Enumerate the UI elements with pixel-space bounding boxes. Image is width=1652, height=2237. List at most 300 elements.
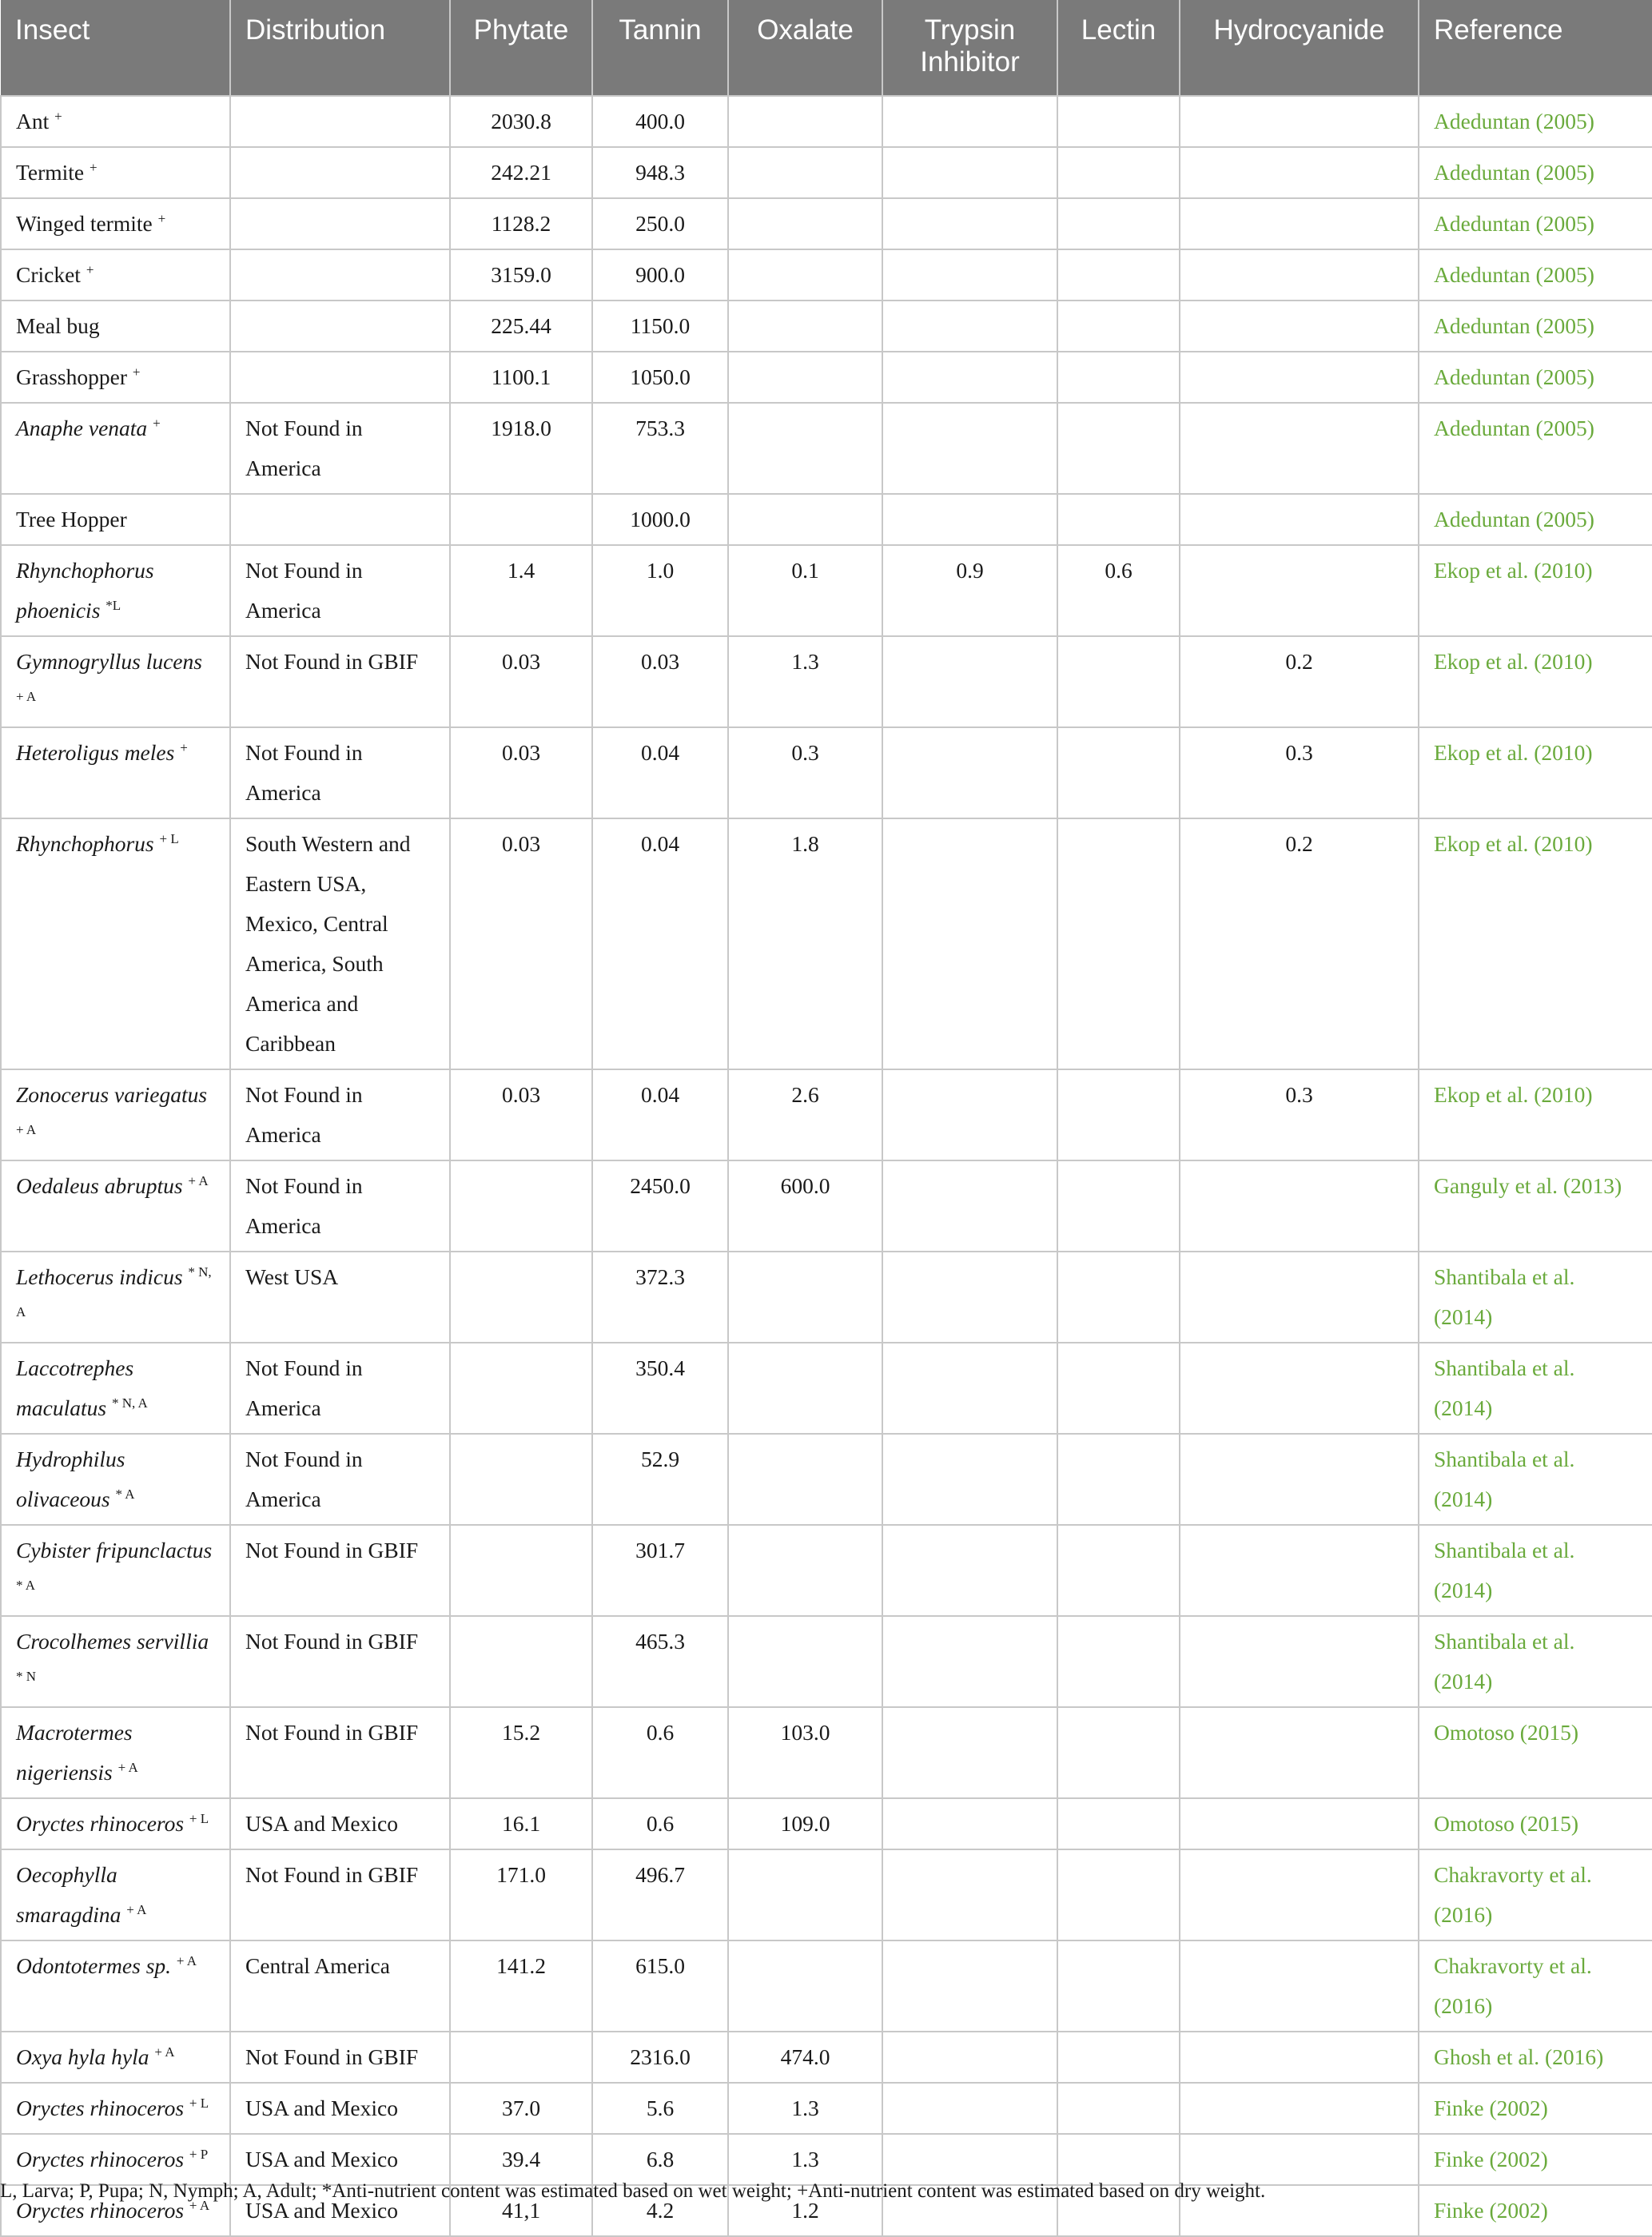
cell-lectin [1057,727,1180,818]
table-row [1,1616,1652,1707]
insect-footnote-mark: + A [16,689,37,704]
cell-phytate: 2030.8 [450,96,592,147]
cell-trypsin-inhibitor [882,1849,1057,1940]
cell-insect [1,1940,230,2032]
cell-reference-link[interactable]: Finke (2002) [1419,2185,1652,2236]
cell-lectin [1057,636,1180,727]
cell-phytate: 0.03 [450,636,592,727]
table-row [1,249,1652,301]
cell-tannin: 301.7 [592,1525,728,1616]
cell-reference-link[interactable]: Omotoso (2015) [1419,1798,1652,1849]
cell-trypsin-inhibitor [882,301,1057,352]
insect-name: Zonocerus variegatus [16,1082,208,1107]
cell-lectin [1057,2083,1180,2134]
col-header-trypsin-line2: Inhibitor [920,46,1020,78]
insect-footnote-mark: + A [154,2044,175,2060]
cell-lectin [1057,1616,1180,1707]
cell-trypsin-inhibitor [882,1525,1057,1616]
cell-distribution: Not Found in GBIF [230,1616,450,1707]
cell-tannin: 0.03 [592,636,728,727]
cell-phytate [450,2032,592,2083]
cell-trypsin-inhibitor [882,818,1057,1069]
cell-hydrocyanide [1180,1343,1419,1434]
cell-phytate: 0.03 [450,727,592,818]
insect-name: Grasshopper [16,364,127,389]
cell-oxalate: 1.8 [728,818,882,1069]
cell-hydrocyanide [1180,198,1419,249]
cell-reference-link[interactable]: Ekop et al. (2010) [1419,818,1652,1069]
insect-footnote-mark: + A [188,1173,209,1188]
cell-distribution [230,249,450,301]
cell-distribution: Not Found in America [230,403,450,494]
table-row [1,727,1652,818]
cell-tannin: 350.4 [592,1343,728,1434]
cell-insect [1,1252,230,1343]
cell-insect [1,2083,230,2134]
cell-tannin: 753.3 [592,403,728,494]
cell-oxalate [728,1252,882,1343]
cell-phytate: 141.2 [450,1940,592,2032]
cell-trypsin-inhibitor [882,636,1057,727]
table-row [1,2032,1652,2083]
cell-trypsin-inhibitor [882,96,1057,147]
cell-insect [1,147,230,198]
cell-hydrocyanide: 0.3 [1180,1069,1419,1160]
cell-hydrocyanide [1180,1434,1419,1525]
cell-distribution: Not Found in America [230,1160,450,1252]
cell-distribution [230,352,450,403]
insect-name: Tree Hopper [16,507,127,531]
cell-phytate: 0.03 [450,1069,592,1160]
table-row [1,494,1652,545]
cell-distribution: South Western and Eastern USA, Mexico, Central America, South America and Caribbean [230,818,450,1069]
cell-tannin: 900.0 [592,249,728,301]
col-header-phytate: Phytate [450,0,592,96]
cell-tannin: 52.9 [592,1434,728,1525]
cell-lectin [1057,1798,1180,1849]
cell-tannin: 400.0 [592,96,728,147]
cell-oxalate [728,198,882,249]
table-row [1,147,1652,198]
cell-reference-link[interactable]: Ekop et al. (2010) [1419,1069,1652,1160]
cell-distribution: USA and Mexico [230,2083,450,2134]
cell-distribution: Not Found in America [230,1069,450,1160]
insect-footnote-mark: + L [159,831,179,846]
cell-phytate [450,1252,592,1343]
insect-name: Ant [16,109,50,133]
cell-trypsin-inhibitor [882,1707,1057,1798]
cell-distribution [230,96,450,147]
insect-name: Crocolhemes servillia [16,1629,209,1654]
insect-name: Odontotermes sp. [16,1953,172,1978]
cell-oxalate: 0.3 [728,727,882,818]
cell-oxalate: 103.0 [728,1707,882,1798]
col-header-tannin: Tannin [592,0,728,96]
cell-insect [1,2032,230,2083]
cell-tannin: 615.0 [592,1940,728,2032]
insect-name: Hydrophilus olivaceous [16,1447,125,1511]
cell-phytate: 0.03 [450,818,592,1069]
cell-oxalate [728,1434,882,1525]
cell-hydrocyanide [1180,1707,1419,1798]
cell-phytate: 242.21 [450,147,592,198]
insect-footnote-mark: + A [16,1122,37,1137]
cell-phytate [450,1434,592,1525]
cell-trypsin-inhibitor [882,1940,1057,2032]
cell-tannin: 1150.0 [592,301,728,352]
cell-tannin: 6.8 [592,2134,728,2185]
insect-name: Oryctes rhinoceros [16,1811,185,1836]
cell-distribution: West USA [230,1252,450,1343]
cell-phytate [450,1160,592,1252]
cell-distribution: USA and Mexico [230,1798,450,1849]
cell-phytate: 1128.2 [450,198,592,249]
cell-insect [1,1849,230,1940]
cell-reference-link[interactable]: Ekop et al. (2010) [1419,545,1652,636]
col-header-oxalate: Oxalate [728,0,882,96]
cell-insect [1,403,230,494]
cell-distribution: Not Found in America [230,727,450,818]
insect-name: Cybister fripunclactus [16,1538,213,1562]
cell-hydrocyanide [1180,1525,1419,1616]
insect-footnote-mark: *L [105,598,121,613]
insect-footnote-mark: + [86,262,94,277]
insect-name: Macrotermes nigeriensis [16,1720,133,1785]
insect-name: Lethocerus indicus [16,1264,183,1289]
table-row [1,1434,1652,1525]
insect-footnote-mark: + [157,211,166,226]
cell-reference-link[interactable]: Finke (2002) [1419,2134,1652,2185]
insect-name: Oryctes rhinoceros [16,2198,185,2223]
cell-oxalate [728,1616,882,1707]
cell-hydrocyanide: 0.2 [1180,636,1419,727]
cell-oxalate [728,352,882,403]
cell-oxalate: 600.0 [728,1160,882,1252]
cell-reference-link[interactable]: Shantibala et al. (2014) [1419,1525,1652,1616]
cell-hydrocyanide [1180,352,1419,403]
cell-lectin [1057,1434,1180,1525]
cell-reference-link[interactable]: Adeduntan (2005) [1419,198,1652,249]
cell-trypsin-inhibitor [882,403,1057,494]
cell-phytate: 37.0 [450,2083,592,2134]
cell-oxalate [728,1849,882,1940]
cell-insect [1,96,230,147]
cell-distribution [230,301,450,352]
cell-tannin: 465.3 [592,1616,728,1707]
cell-hydrocyanide [1180,1940,1419,2032]
insect-footnote-mark: + [132,364,141,380]
cell-distribution: Not Found in GBIF [230,2032,450,2083]
cell-lectin [1057,198,1180,249]
insect-footnote-mark: + [54,109,62,124]
cell-tannin: 1050.0 [592,352,728,403]
cell-reference-link[interactable]: Adeduntan (2005) [1419,494,1652,545]
insect-footnote-mark: * N [16,1669,37,1684]
cell-oxalate [728,96,882,147]
col-header-trypsin-line1: Trypsin [924,14,1016,46]
table-row [1,545,1652,636]
cell-reference-link[interactable]: Shantibala et al. (2014) [1419,1252,1652,1343]
cell-oxalate [728,494,882,545]
cell-hydrocyanide [1180,96,1419,147]
table-row [1,636,1652,727]
cell-trypsin-inhibitor [882,1343,1057,1434]
cell-trypsin-inhibitor [882,2032,1057,2083]
cell-oxalate [728,301,882,352]
cell-distribution [230,198,450,249]
cell-phytate: 39.4 [450,2134,592,2185]
cell-oxalate [728,1343,882,1434]
insect-footnote-mark: * A [115,1487,135,1502]
col-header-insect: Insect [1,0,230,96]
insect-name: Anaphe venata [16,416,148,440]
insect-footnote-mark: * N, A [111,1395,148,1411]
cell-trypsin-inhibitor [882,198,1057,249]
cell-insect [1,198,230,249]
cell-lectin: 0.6 [1057,545,1180,636]
cell-insect [1,636,230,727]
cell-phytate [450,1616,592,1707]
cell-trypsin-inhibitor [882,727,1057,818]
insect-footnote-mark: + [180,740,188,755]
cell-insect [1,545,230,636]
cell-trypsin-inhibitor [882,2083,1057,2134]
table-row [1,1160,1652,1252]
cell-distribution: Central America [230,1940,450,2032]
table-footnote: L, Larva; P, Pupa; N, Nymph; A, Adult; *Anti-nutrient content was estimated based on wet weight; +Anti-nutrient content was estimated based on dry weight. [0,2180,1266,2202]
insect-name: Termite [16,160,85,185]
cell-distribution: USA and Mexico [230,2185,450,2236]
col-header-hydrocyanide: Hydrocyanide [1180,0,1419,96]
table-row [1,1525,1652,1616]
cell-oxalate: 1.3 [728,2134,882,2185]
insect-name: Heteroligus meles [16,740,175,765]
insect-name: Oedaleus abruptus [16,1173,183,1198]
cell-reference-link[interactable]: Adeduntan (2005) [1419,249,1652,301]
cell-phytate: 1.4 [450,545,592,636]
cell-lectin [1057,249,1180,301]
cell-insect [1,494,230,545]
cell-reference-link[interactable]: Shantibala et al. (2014) [1419,1434,1652,1525]
cell-tannin: 0.6 [592,1707,728,1798]
cell-trypsin-inhibitor [882,1160,1057,1252]
table-row [1,1252,1652,1343]
cell-insect [1,352,230,403]
cell-hydrocyanide: 0.2 [1180,818,1419,1069]
table-row [1,96,1652,147]
cell-distribution: Not Found in GBIF [230,636,450,727]
cell-phytate [450,1525,592,1616]
insect-name: Meal bug [16,313,100,338]
insect-footnote-mark: + L [189,1811,209,1826]
cell-tannin: 0.04 [592,727,728,818]
cell-reference-link[interactable]: Ganguly et al. (2013) [1419,1160,1652,1252]
cell-distribution: Not Found in America [230,545,450,636]
insect-name: Winged termite [16,211,153,236]
insect-footnote-mark: + A [176,1953,197,1968]
cell-hydrocyanide [1180,545,1419,636]
cell-tannin: 1.0 [592,545,728,636]
cell-oxalate [728,1525,882,1616]
insect-name: Oryctes rhinoceros [16,2147,185,2171]
table-row [1,1707,1652,1798]
cell-tannin: 948.3 [592,147,728,198]
cell-lectin [1057,1940,1180,2032]
cell-insect [1,1616,230,1707]
insect-footnote-mark: + P [189,2147,209,2162]
cell-hydrocyanide [1180,249,1419,301]
cell-tannin: 4.2 [592,2185,728,2236]
cell-lectin [1057,818,1180,1069]
cell-trypsin-inhibitor [882,352,1057,403]
cell-distribution: USA and Mexico [230,2134,450,2185]
col-header-reference: Reference [1419,0,1652,96]
cell-insect [1,1434,230,1525]
cell-hydrocyanide [1180,1160,1419,1252]
insect-footnote-mark: + [153,416,161,431]
cell-oxalate: 0.1 [728,545,882,636]
cell-trypsin-inhibitor [882,147,1057,198]
insect-name: Oxya hyla hyla [16,2044,149,2069]
cell-lectin [1057,1707,1180,1798]
cell-trypsin-inhibitor [882,1252,1057,1343]
cell-oxalate [728,147,882,198]
cell-tannin: 250.0 [592,198,728,249]
cell-reference-link[interactable]: Adeduntan (2005) [1419,147,1652,198]
table-row [1,403,1652,494]
cell-tannin: 372.3 [592,1252,728,1343]
cell-reference-link[interactable]: Shantibala et al. (2014) [1419,1616,1652,1707]
cell-trypsin-inhibitor: 0.9 [882,545,1057,636]
cell-phytate: 15.2 [450,1707,592,1798]
cell-hydrocyanide [1180,2032,1419,2083]
cell-phytate [450,494,592,545]
cell-phytate: 1918.0 [450,403,592,494]
cell-oxalate: 1.3 [728,2083,882,2134]
cell-lectin [1057,147,1180,198]
cell-insect [1,1707,230,1798]
cell-lectin [1057,1252,1180,1343]
cell-lectin [1057,1343,1180,1434]
cell-hydrocyanide [1180,403,1419,494]
cell-insect [1,1525,230,1616]
table-row [1,352,1652,403]
cell-hydrocyanide [1180,2083,1419,2134]
insect-footnote-mark: + A [189,2198,210,2213]
table-row [1,1343,1652,1434]
cell-insect [1,818,230,1069]
insect-name: Oecophylla smaragdina [16,1862,121,1927]
cell-hydrocyanide: 0.3 [1180,727,1419,818]
cell-reference-link[interactable]: Chakravorty et al. (2016) [1419,1940,1652,2032]
cell-reference-link[interactable]: Chakravorty et al. (2016) [1419,1849,1652,1940]
cell-insect [1,1069,230,1160]
cell-oxalate: 474.0 [728,2032,882,2083]
cell-phytate: 41,1 [450,2185,592,2236]
insect-footnote-mark: + A [117,1760,138,1775]
cell-reference-link[interactable]: Ghosh et al. (2016) [1419,2032,1652,2083]
cell-phytate [450,1343,592,1434]
cell-trypsin-inhibitor [882,494,1057,545]
cell-reference-link[interactable]: Finke (2002) [1419,2083,1652,2134]
cell-reference-link[interactable]: Omotoso (2015) [1419,1707,1652,1798]
cell-trypsin-inhibitor [882,1798,1057,1849]
insect-name: Oryctes rhinoceros [16,2096,185,2120]
cell-distribution: Not Found in GBIF [230,1707,450,1798]
cell-distribution: Not Found in GBIF [230,1525,450,1616]
cell-distribution: Not Found in America [230,1343,450,1434]
insect-footnote-mark: + [90,160,98,175]
table-row [1,198,1652,249]
cell-oxalate [728,403,882,494]
cell-trypsin-inhibitor [882,1616,1057,1707]
cell-reference-link[interactable]: Adeduntan (2005) [1419,352,1652,403]
cell-reference-link[interactable]: Adeduntan (2005) [1419,301,1652,352]
cell-trypsin-inhibitor [882,249,1057,301]
cell-phytate: 1100.1 [450,352,592,403]
cell-trypsin-inhibitor [882,1434,1057,1525]
cell-hydrocyanide [1180,1616,1419,1707]
cell-oxalate: 2.6 [728,1069,882,1160]
cell-insect [1,249,230,301]
cell-reference-link[interactable]: Ekop et al. (2010) [1419,636,1652,727]
cell-distribution [230,494,450,545]
table-row [1,1069,1652,1160]
cell-tannin: 496.7 [592,1849,728,1940]
cell-hydrocyanide [1180,1252,1419,1343]
cell-reference-link[interactable]: Adeduntan (2005) [1419,96,1652,147]
cell-lectin [1057,403,1180,494]
table-row [1,1940,1652,2032]
cell-hydrocyanide [1180,1849,1419,1940]
table-row [1,2083,1652,2134]
cell-lectin [1057,352,1180,403]
cell-lectin [1057,1160,1180,1252]
cell-reference-link[interactable]: Shantibala et al. (2014) [1419,1343,1652,1434]
cell-hydrocyanide [1180,1798,1419,1849]
cell-oxalate [728,249,882,301]
cell-oxalate [728,1940,882,2032]
cell-tannin: 2316.0 [592,2032,728,2083]
cell-tannin: 0.6 [592,1798,728,1849]
insect-footnote-mark: * N, A [16,1264,212,1320]
col-header-lectin: Lectin [1057,0,1180,96]
insect-footnote-mark: + A [126,1902,147,1917]
table-row [1,1798,1652,1849]
cell-insect [1,1798,230,1849]
cell-reference-link[interactable]: Adeduntan (2005) [1419,403,1652,494]
col-header-distribution: Distribution [230,0,450,96]
cell-insect [1,301,230,352]
insect-footnote-mark: + L [189,2096,209,2111]
insect-name: Rhynchophorus phoenicis [16,558,154,623]
cell-distribution: Not Found in America [230,1434,450,1525]
cell-reference-link[interactable]: Ekop et al. (2010) [1419,727,1652,818]
cell-lectin [1057,96,1180,147]
cell-phytate: 225.44 [450,301,592,352]
cell-oxalate: 109.0 [728,1798,882,1849]
header-row [1,0,1652,96]
cell-tannin: 1000.0 [592,494,728,545]
col-header-trypsin-inhibitor [882,0,1057,96]
cell-lectin [1057,494,1180,545]
cell-lectin [1057,1849,1180,1940]
cell-hydrocyanide [1180,494,1419,545]
cell-lectin [1057,301,1180,352]
cell-hydrocyanide [1180,147,1419,198]
table-row [1,818,1652,1069]
cell-tannin: 0.04 [592,818,728,1069]
